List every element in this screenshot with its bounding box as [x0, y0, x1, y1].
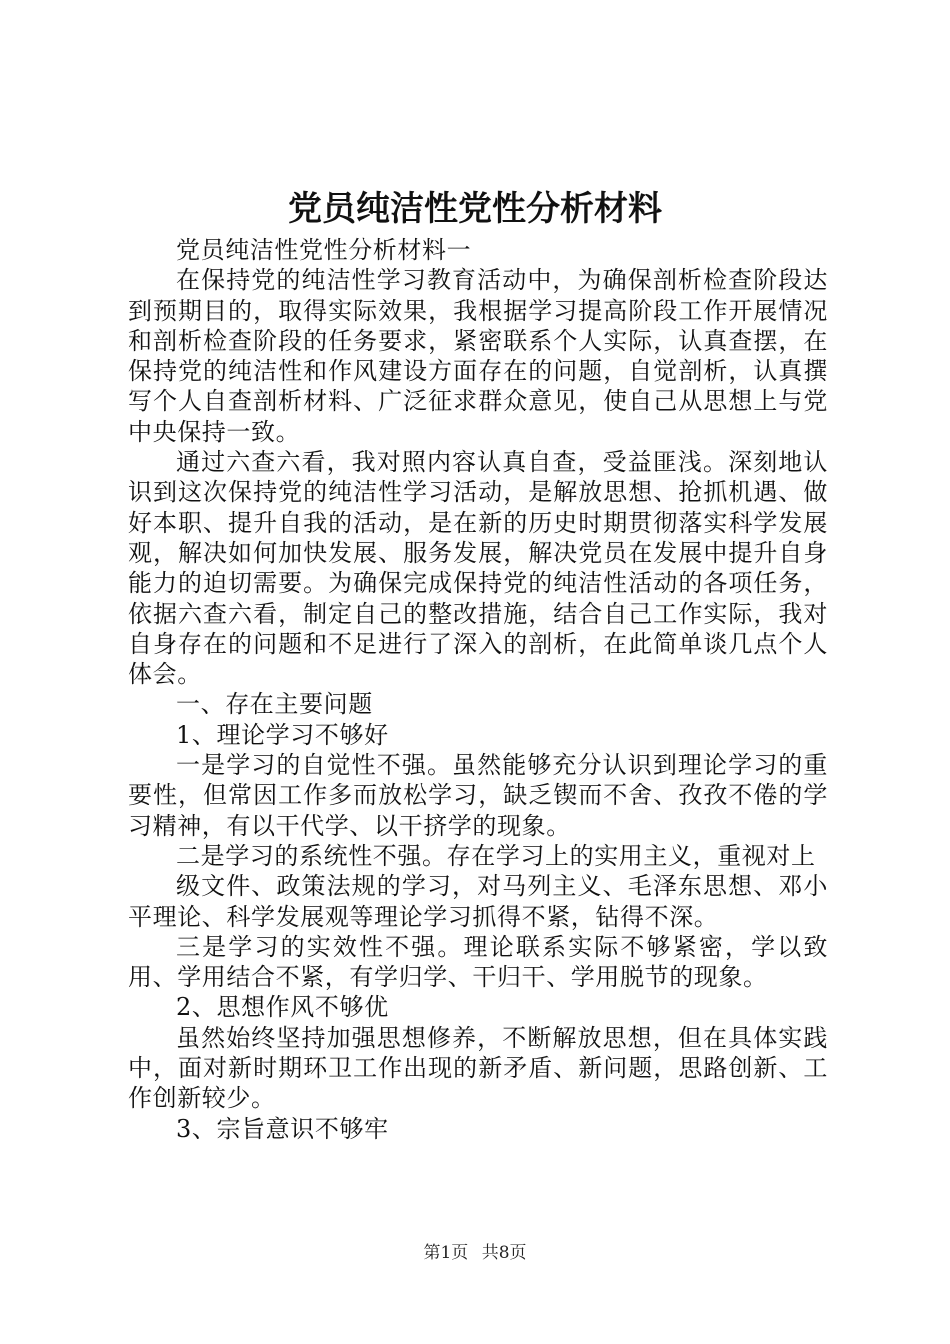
subsection-heading: 3、宗旨意识不够牢: [176, 1114, 389, 1143]
subsection-heading: 1、理论学习不够好: [176, 720, 389, 749]
document-body: [128, 235, 828, 1144]
paragraph-subtitle: 党员纯洁性党性分析材料一: [176, 236, 472, 264]
section-heading: 一、存在主要问题: [176, 690, 373, 719]
paragraph: 三是学习的实效性不强。理论联系实际不够紧密，学以致用、学用结合不紧，有学归学、干归干、学用脱节的现象。: [128, 932, 828, 992]
page-number: 第1页: [423, 1243, 469, 1263]
page-footer: [0, 1242, 950, 1264]
paragraph: 一是学习的自觉性不强。虽然能够充分认识到理论学习的重要性，但常因工作多而放松学习，缺乏锲而不舍、孜孜不倦的学习精神，有以干代学、以干挤学的现象。: [128, 751, 828, 840]
paragraph: 通过六查六看，我对照内容认真自查，受益匪浅。深刻地认识到这次保持党的纯洁性学习活动，是解放思想、抢抓机遇、做好本职、提升自我的活动，是在新的历史时期贯彻落实科学发展观，解决如何加快发展、服务发展，解决党员在发展中提升自身能力的迫切需要。为确保完成保持党的纯洁性活动的各项任务，依据六查六看，制定自己的整改措施，结合自己工作实际，我对自身存在的问题和不足进行了深入的剖析，在此简单谈几点个人体会。: [128, 448, 828, 689]
paragraph: 级文件、政策法规的学习，对马列主义、毛泽东思想、邓小平理论、科学发展观等理论学习抓得不紧，钻得不深。: [128, 872, 828, 931]
subsection-heading: 2、思想作风不够优: [176, 993, 389, 1022]
paragraph: 虽然始终坚持加强思想修养，不断解放思想，但在具体实践中，面对新时期环卫工作出现的新矛盾、新问题，思路创新、工作创新较少。: [128, 1023, 828, 1113]
page-total: 共8页: [481, 1243, 527, 1263]
paragraph: 二是学习的系统性不强。存在学习上的实用主义，重视对上: [176, 841, 816, 870]
paragraph: 在保持党的纯洁性学习教育活动中，为确保剖析检查阶段达到预期目的，取得实际效果，我根据学习提高阶段工作开展情况和剖析检查阶段的任务要求，紧密联系个人实际，认真查摆，在保持党的纯洁性和作风建设方面存在的问题，自觉剖析，认真撰写个人自查剖析材料、广泛征求群众意见，使自己从思想上与党中央保持一致。: [128, 266, 828, 446]
document-title: 党员纯洁性党性分析材料: [288, 189, 662, 229]
